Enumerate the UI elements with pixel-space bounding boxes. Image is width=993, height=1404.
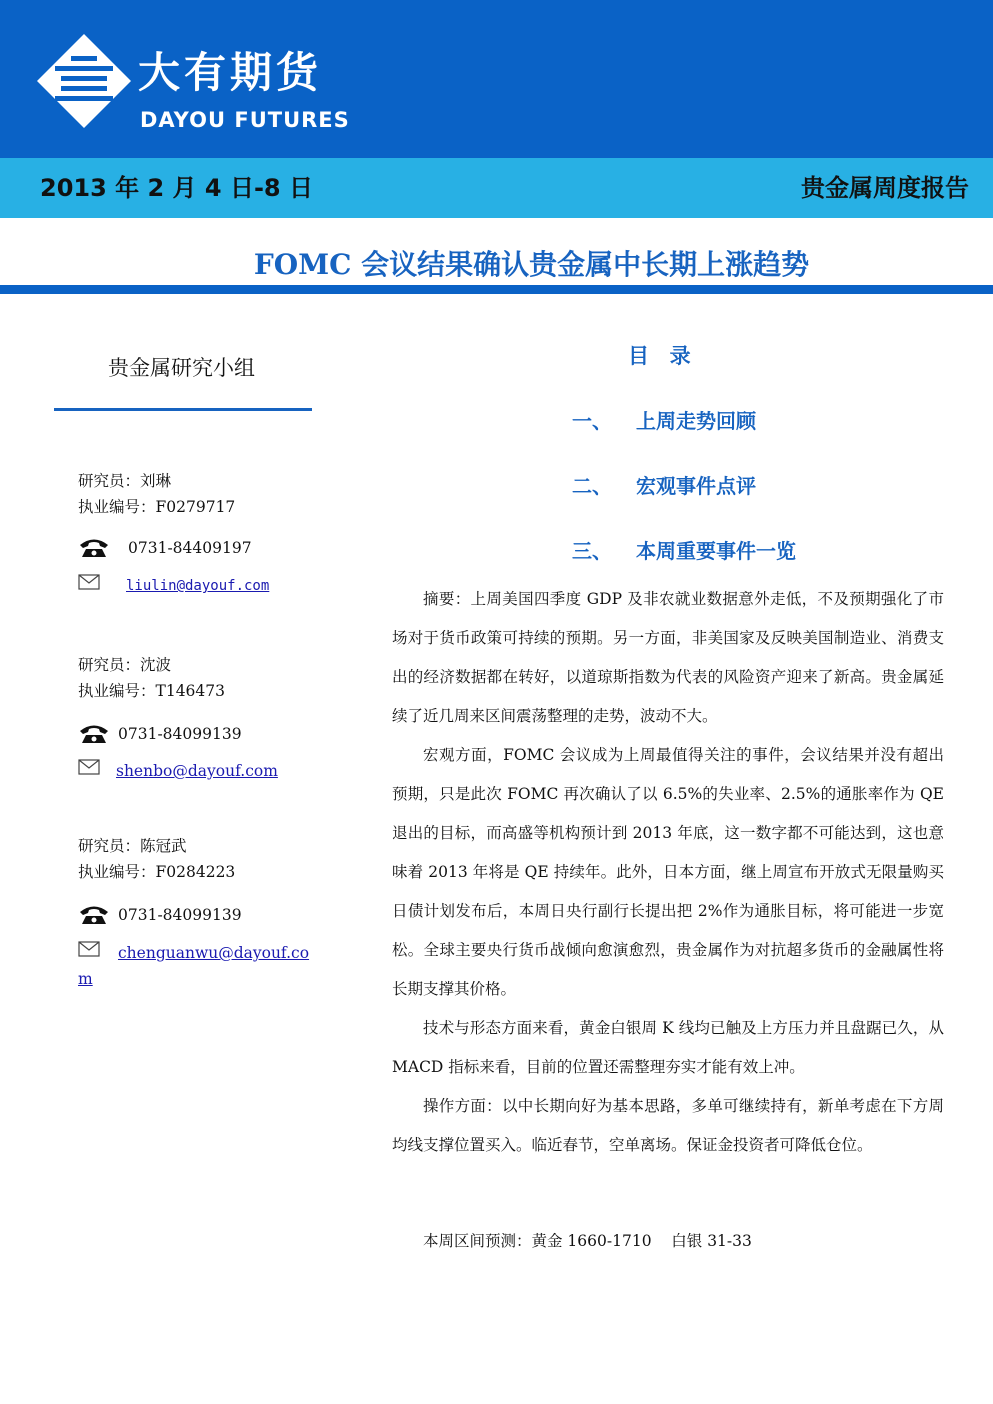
toc-item-label: 本周重要事件一览 [636,539,796,563]
operation-paragraph: 操作方面：以中长期向好为基本思路，多单可继续持有，新单考虑在下方周均线支撑位置买入。临近春节，空单离场。保证金投资者可降低仓位。 [392,1097,944,1154]
report-type: 贵金属周度报告 [801,174,969,202]
page-title: FOMC 会议结果确认贵金属中长期上涨趋势 [253,248,810,281]
analyst-license: 执业编号：T146473 [78,682,226,700]
report-body [392,580,944,1165]
toc-item-label: 宏观事件点评 [636,474,756,498]
analyst-card [78,833,378,988]
analyst-license: 执业编号：F0284223 [78,863,236,881]
telephone-icon [78,536,110,558]
analyst-email-link-wrap[interactable]: m [78,970,93,988]
toc-item-number: 三、 [572,539,612,563]
toc-item-label: 上周走势回顾 [636,409,756,433]
report-date: 2013 年 2 月 4 日-8 日 [40,174,313,202]
telephone-icon [78,722,110,744]
analyst-email-link[interactable]: shenbo@dayouf.com [116,762,278,780]
toc-item[interactable] [572,405,756,434]
envelope-icon [78,759,100,775]
analyst-phone: 0731-84099139 [118,725,242,743]
weekly-forecast: 本周区间预测：黄金 1660-1710 白银 31-33 [423,1232,752,1250]
analyst-phone: 0731-84099139 [118,906,242,924]
toc-item[interactable] [572,470,756,499]
analyst-email-link[interactable]: chenguanwu@dayouf.co [118,944,310,962]
envelope-icon [78,941,100,957]
analyst-card [78,468,378,594]
toc-item-number: 二、 [572,474,612,498]
logo-english-name: DAYOU FUTURES [140,108,350,132]
analyst-name: 研究员：沈波 [78,656,172,674]
toc-item[interactable] [572,535,796,564]
logo-chinese-name: 大有期货 [138,48,323,97]
analyst-card [78,652,378,780]
team-divider [54,408,312,411]
toc-item-number: 一、 [572,409,612,433]
analyst-license: 执业编号：F0279717 [78,498,236,516]
technical-paragraph: 技术与形态方面来看，黄金白银周 K 线均已触及上方压力并且盘踞已久，从 MACD 指标来看，目前的位置还需整理夯实才能有效上冲。 [392,1019,944,1076]
analyst-name: 研究员：刘琳 [78,472,172,490]
macro-paragraph: 宏观方面，FOMC 会议成为上周最值得关注的事件，会议结果并没有超出预期，只是此次 FOMC 再次确认了以 6.5%的失业率、2.5%的通胀率作为 QE 退出的目标，而高盛等机构预计到 2013 年底，这一数字都不可能达到，这也意味着 2013 年将是 QE 持续年。此外，日本方面，继上周宣布开放式无限量购买日债计划发布后，本周日央行副行长提出把 2%作为通胀目标，将可能进一步宽松。全球主要央行货币战倾向愈演愈烈，贵金属作为对抗超多货币的金融属性将长期支撑其价格。 [392,746,944,998]
telephone-icon [78,903,110,925]
analyst-name: 研究员：陈冠武 [78,837,187,855]
toc-title: 目 录 [628,344,693,368]
envelope-icon [78,574,100,590]
analyst-email-link[interactable]: liulin@dayouf.com [126,578,270,594]
team-name: 贵金属研究小组 [108,356,255,380]
company-logo-icon [35,32,133,130]
summary-paragraph: 摘要：上周美国四季度 GDP 及非农就业数据意外走低，不及预期强化了市场对于货币政策可持续的预期。另一方面，非美国家及反映美国制造业、消费支出的经济数据都在转好，以道琼斯指数为代表的风险资产迎来了新高。贵金属延续了近几周来区间震荡整理的走势，波动不大。 [392,590,944,725]
title-divider [0,285,993,294]
analyst-phone: 0731-84409197 [128,539,252,557]
